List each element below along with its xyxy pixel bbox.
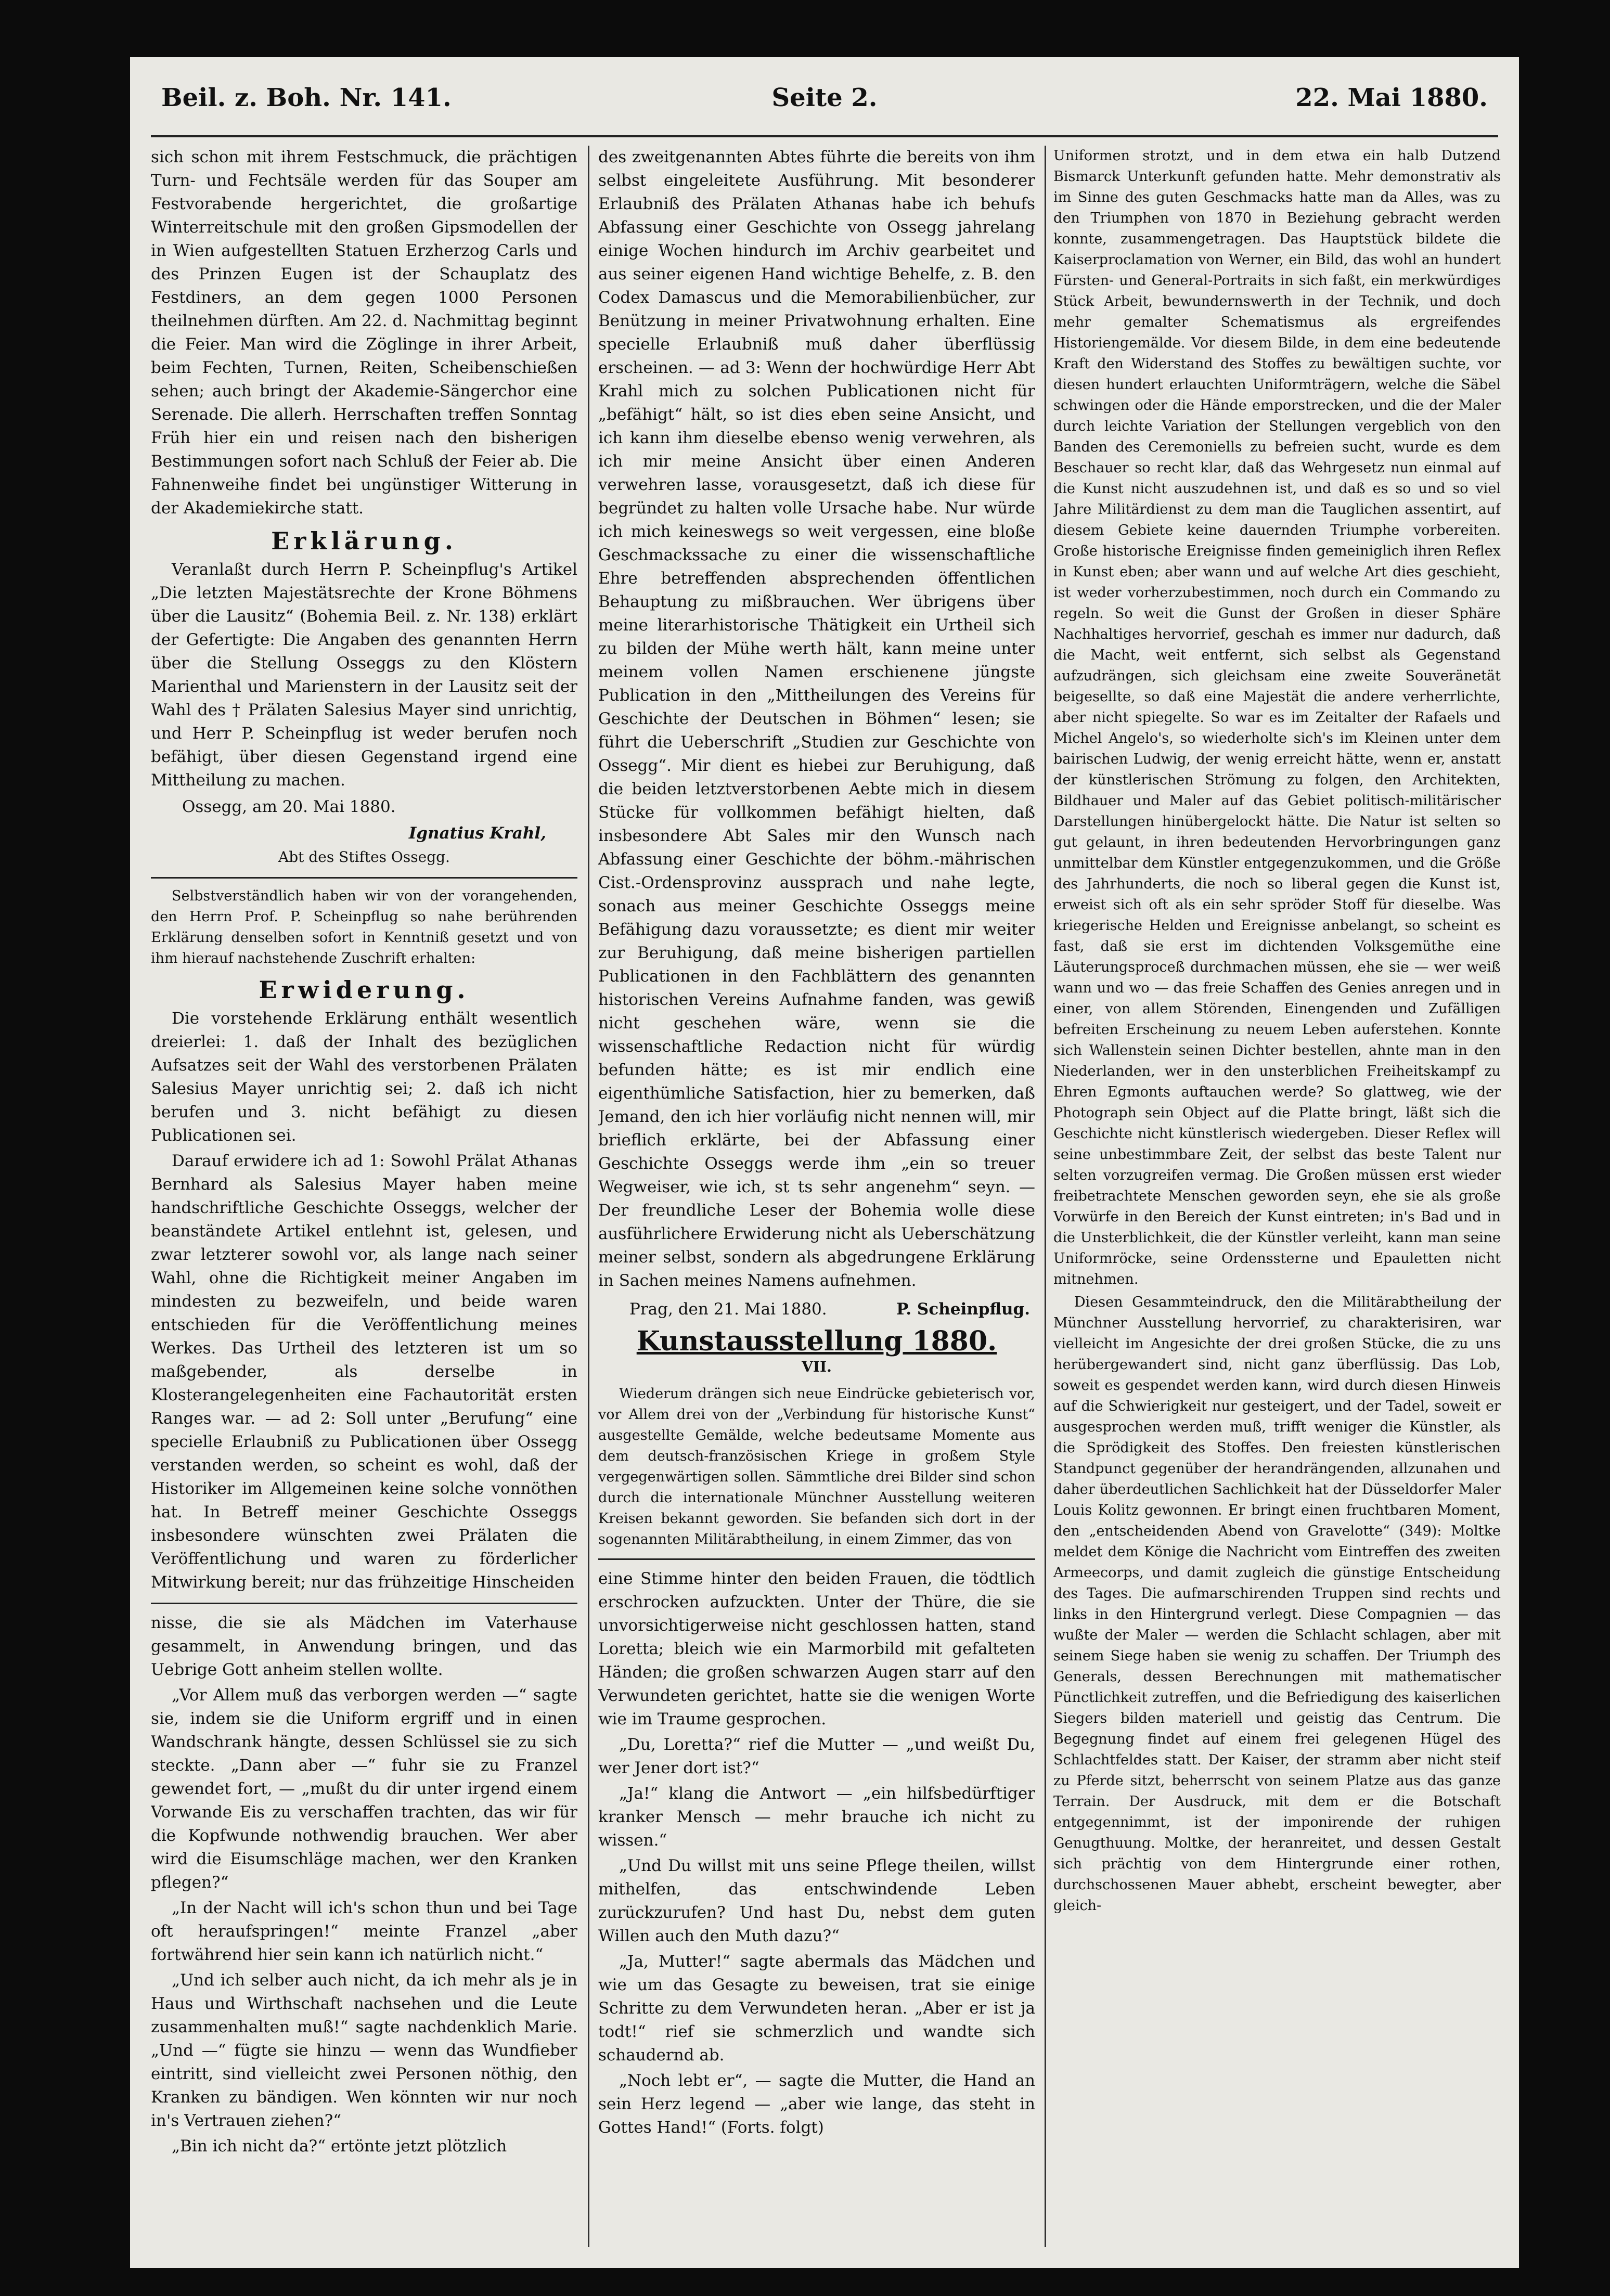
feuilleton-text: „Ja, Mutter!“ sagte abermals das Mädchen und wie um das Gesagte zu beweisen, trat sie einige Schritte zu dem Verwundeten heran. „Aber er ist ja todt!“ rief sie schmerzlich und wandte sich schaudernd ab. bbox=[598, 1952, 1035, 2065]
feuilleton-text: „In der Nacht will ich's schon thun und bei Tage oft heraufspringen!“ meinte Franzel „aber fortwährend hier sein kann ich natürlich nicht.“ bbox=[151, 1899, 577, 1964]
article-text: Veranlaßt durch Herrn P. Scheinpflug's Artikel „Die letzten Majestätsrechte der Krone Böhmens über die Lausitz“ (Bohemia Beil. z. Nr. 138) erklärt der Gefertigte: Die Angaben des genannten Herrn über die Stellung Osseggs zu den Klöstern Marienthal und Marienstern in der Lausitz seit der Wahl des † Prälaten Salesius Mayer sind unrichtig, und Herr P. Scheinpflug ist weder berufen noch befähigt, über diesen Gegenstand irgend eine Mittheilung zu machen. bbox=[151, 560, 577, 790]
feuilleton-text: „Vor Allem muß das verborgen werden —“ sagte sie, indem sie die Uniform ergriff und in einen Wandschrank hängte, dessen Schlüssel sie zu sich steckte. „Dann aber —“ fuhr sie zu Franzel gewendet fort, — „mußt du dir unter irgend einem Vorwande Eis zu verschaffen trachten, das wir für die Kopfwunde nothwendig brauchen. Wer aber wird die Eisumschläge machen, wer den Kranken pflegen?“ bbox=[151, 1686, 577, 1892]
signature-name: Ignatius Krahl, bbox=[408, 824, 546, 843]
section-rule bbox=[151, 877, 577, 879]
column-middle bbox=[598, 146, 1035, 2258]
section-rule bbox=[151, 1603, 577, 1604]
heading-erwiderung: Erwiderung. bbox=[259, 976, 470, 1004]
article-text: Wiederum drängen sich neue Eindrücke gebieterisch vor, vor Allem drei von der „Verbindung für historische Kunst“ ausgestellte Gemälde, welche bedeutsame Momente aus dem deutsch-französischen Kriege in großem Style vergegenwärtigen sollen. Sämmtliche drei Bilder sind schon durch die internationale Münchner Ausstellung weiteren Kreisen bekannt geworden. Sie befanden sich dort in der sogenannten Militärabtheilung, in einem Zimmer, das von bbox=[598, 1386, 1035, 1547]
feuilleton-text: eine Stimme hinter den beiden Frauen, die tödtlich erschrocken aufzuckten. Unter der Thüre, die sie unvorsichtigerweise nicht geschlossen hatten, stand Loretta; bleich wie ein Marmorbild mit gefalteten Händen; die großen schwarzen Augen starr auf den Verwundeten gerichtet, hatte sie die wenigen Worte wie im Traume gesprochen. bbox=[598, 1569, 1035, 1729]
section-rule bbox=[598, 1558, 1035, 1560]
header-date: 22. Mai 1880. bbox=[1295, 83, 1488, 112]
editorial-note: Selbstverständlich haben wir von der vorangehenden, den Herrn Prof. P. Scheinpflug so nahe berührenden Erklärung denselben sofort in Kenntniß gesetzt und von ihm hierauf nachstehende Zuschrift erhalten: bbox=[151, 888, 577, 966]
signature-name: P. Scheinpflug. bbox=[896, 1300, 1030, 1319]
column-right bbox=[1053, 146, 1501, 2258]
feuilleton-text: „Noch lebt er“, — sagte die Mutter, die Hand an sein Herz legend — „aber wie lange, das steht in Gottes Hand!“ (Forts. folgt) bbox=[598, 2071, 1035, 2137]
header-rule bbox=[151, 135, 1498, 137]
signature-title: Abt des Stiftes Ossegg. bbox=[278, 848, 450, 866]
column-divider bbox=[588, 146, 589, 2247]
column-left bbox=[151, 146, 577, 2258]
newspaper-page bbox=[130, 57, 1519, 2268]
dateline: Ossegg, am 20. Mai 1880. bbox=[182, 797, 396, 816]
feuilleton-text: „Und Du willst mit uns seine Pflege theilen, willst mithelfen, das entschwindende Leben zurückzurufen? Und hast Du, nebst dem guten Willen auch den Muth dazu?“ bbox=[598, 1856, 1035, 1945]
heading-erklaerung: Erklärung. bbox=[271, 527, 457, 555]
article-text: Diesen Gesammteindruck, den die Militärabtheilung der Münchner Ausstellung hervorrief, zu charakterisiren, war vielleicht im Angesichte der drei großen Stücke, die zu uns herübergewandert sind, nicht ganz überflüssig. Das Lob, soweit es gespendet werden kann, wird durch diesen Hinweis auf die Schwierigkeit nur gesteigert, und der Tadel, soweit er ausgesprochen werden muß, trifft weniger die Künstler, als die Sprödigkeit des Stoffes. Den freiesten künstlerischen Standpunct gegenüber der herandrängenden, allzunahen und daher überdeutlichen Sachlichkeit hat der Düsseldorfer Maler Louis Kolitz gewonnen. Er bringt einen fruchtbaren Moment, den „entscheidenden Abend von Gravelotte“ (349): Moltke meldet dem Könige die Nachricht vom Eintreffen des zweiten Armeecorps, und damit zugleich die günstige Entscheidung des Tages. Die aufmarschirenden Truppen sind rechts und links in den Hintergrund verlegt. Diese Compagnien — das wußte der Maler — werden die Schlacht schlagen, aber mit seinem Siege haben sie wenig zu schaffen. Der Triumph des Generals, dessen Berechnungen mit mathematischer Pünctlichkeit zutreffen, und die Befriedigung des kaiserlichen Siegers bilden materiell und geistig das Centrum. Die Begegnung findet auf einem frei gelegenen Hügel des Schlachtfeldes statt. Der Kaiser, der stramm aber nicht steif zu Pferde sitzt, beherrscht von seinem Platze aus das ganze Terrain. Der Ausdruck, mit dem er die Botschaft entgegennimmt, ist der imponirende der ruhigen Genugthuung. Moltke, der heranreitet, und dessen Gestalt sich prächtig von dem Hintergrunde einer rothen, durchschossenen Mauer abhebt, erscheint bewegter, aber gleich- bbox=[1053, 1294, 1501, 1914]
column-divider bbox=[1045, 146, 1046, 2247]
header-page-number: Seite 2. bbox=[771, 83, 878, 112]
feuilleton-text: „Ja!“ klang die Antwort — „ein hilfsbedürftiger kranker Mensch — mehr brauche ich nicht zu wissen.“ bbox=[598, 1784, 1035, 1850]
feuilleton-text: nisse, die sie als Mädchen im Vaterhause gesammelt, in Anwendung bringen, und das Uebrige Gott anheim stellen wollte. bbox=[151, 1614, 577, 1679]
feuilleton-text: „Du, Loretta?“ rief die Mutter — „und weißt Du, wer Jener dort ist?“ bbox=[598, 1735, 1035, 1777]
section-number: VII. bbox=[802, 1358, 832, 1375]
article-text: des zweitgenannten Abtes führte die bereits von ihm selbst eingeleitete Ausführung. Mit besonderer Erlaubniß des Prälaten Athanas habe ich behufs Abfassung einer Geschichte von Ossegg jahrelang einige Wochen hindurch im Archiv gearbeitet und aus seiner eigenen Hand wichtige Behelfe, z. B. den Codex Damascus und die Memorabilienbücher, zur Benützung in meiner Privatwohnung erhalten. Eine specielle Erlaubniß muß daher überflüssig erscheinen. — ad 3: Wenn der hochwürdige Herr Abt Krahl mich zu solchen Publicationen nicht für „befähigt“ hält, so ist dies eben seine Ansicht, und ich kann ihm dieselbe ebenso wenig verwehren, als ich mir meine Ansicht über einen Anderen verwehren lasse, vorausgesetzt, daß ich diese für begründet zu halten volle Ursache habe. Nur würde ich mich keineswegs so weit vergessen, eine bloße Geschmackssache zu einer die wissenschaftliche Ehre betreffenden absprechenden öffentlichen Behauptung zu mißbrauchen. Wer übrigens über meine literarhistorische Thätigkeit ein Urtheil sich zu bilden der Mühe werth hält, kann meine unter meinem vollen Namen erschienene jüngste Publication in den „Mittheilungen des Vereins für Geschichte der Deutschen in Böhmen“ lesen; sie führt die Ueberschrift „Studien zur Geschichte von Ossegg“. Mir dient es hiebei zur Beruhigung, daß die beiden letztverstorbenen Aebte mich in diesem Stücke für vollkommen befähigt hielten, daß insbesondere Abt Sales mir den Wunsch nach Abfassung einer Geschichte der böhm.-mährischen Cist.-Ordensprovinz aussprach und nahe legte, sonach aus meiner Geschichte Osseggs meine Befähigung dazu voraussetzte; es dient mir weiter zur Beruhigung, daß meine bisherigen partiellen Publicationen in den Fachblättern des genannten historischen Vereins Aufnahme fanden, was gewiß nicht geschehen wäre, wenn sie die wissenschaftliche Redaction nicht für würdig befunden hätte; es ist mir endlich eine eigenthümliche Satisfaction, hier zu bemerken, daß Jemand, den ich hier vorläufig nicht nennen will, mir brieflich erklärte, bei der Abfassung einer Geschichte Osseggs werde ihm „ein so treuer Wegweiser, wie ich, st ts sehr angenehm“ seyn. — Der freundliche Leser der Bohemia wolle diese ausführlichere Erwiderung nicht als Ueberschätzung meiner selbst, sondern als abgedrungene Erklärung in Sachen meines Namens aufnehmen. bbox=[598, 148, 1035, 1290]
signature-line bbox=[598, 1298, 1035, 1321]
article-text: sich schon mit ihrem Festschmuck, die prächtigen Turn- und Fechtsäle werden für das Souper am Festvorabende hergerichtet, die großartige Winterreitschule mit den großen Gipsmodellen der in Wien aufgestellten Statuen Erzherzog Carls und des Prinzen Eugen ist der Schauplatz des Festdiners, an dem gegen 1000 Personen theilnehmen dürften. Am 22. d. Nachmittag beginnt die Feier. Man wird die Zöglinge in ihrer Arbeit, beim Fechten, Turnen, Reiten, Scheibenschießen sehen; auch bringt der Akademie-Sängerchor eine Serenade. Die allerh. Herrschaften treffen Sonntag Früh hier ein und reisen nach den bisherigen Bestimmungen sofort nach Schluß der Feier ab. Die Fahnenweihe findet bei ungünstiger Witterung in der Akademiekirche statt. bbox=[151, 148, 577, 518]
article-text: Uniformen strotzt, und in dem etwa ein halb Dutzend Bismarck Unterkunft gefunden hatte. Mehr demonstrativ als im Sinne des guten Geschmacks hatte man da Alles, was zu den Triumphen von 1870 in Beziehung gebracht werden konnte, zusammengetragen. Das Hauptstück bildete die Kaiserproclamation von Werner, ein Bild, das wohl an hundert Fürsten- und General-Portraits in sich faßt, ein merkwürdiges Stück Arbeit, bewundernswerth in der Technik, und doch mehr gemalter Schematismus als ergreifendes Historiengemälde. Vor diesem Bilde, in dem eine bedeutende Kraft den Widerstand des Stoffes zu bewältigen suchte, vor diesen hundert erlauchten Uniformträgern, welche die Säbel schwingen oder die Hände emporstrecken, und die der Maler durch leichte Variation der Stellungen vergeblich von den Banden des Ceremoniells zu befreien sucht, wurde es dem Beschauer so recht klar, daß das Wehrgesetz nun einmal auf die Kunst nicht auszudehnen ist, und daß es so und so viel Jahre Militärdienst zu dem man die Tauglichen assentirt, auf diesem Gebiete keine dauernden Triumphe vorbereiten. Große historische Ereignisse finden gemeiniglich ihren Reflex in Kunst eben; aber wann und auf welche Art dies geschieht, ist weder vorherzubestimmen, noch durch ein Commando zu regeln. So weit die Gunst der Großen in dieser Sphäre Nachhaltiges hervorrief, geschah es immer nur dadurch, daß die Macht, weit entfernt, sich selbst als Gegenstand aufzudrängen, sich gleichsam eine zweite Souveränetät beigesellte, so daß eine Majestät die andere verherrlichte, aber nicht spiegelte. So war es im Zeitalter der Rafaels und Michel Angelo's, so wiederholte sich's im Kleinen unter dem bairischen Ludwig, der wenig erreicht hätte, wenn er, anstatt der künstlerischen Strömung zu folgen, den Architekten, Bildhauer und Maler auf das Gebiet politisch-militärischer Darstellungen hinübergelockt hätte. Die Natur ist selten so gut gelaunt, in ihren bedeutenden Hervorbringungen ganz unmittelbar dem Künstler entgegenzukommen, und die Größe des Jahrhunderts, die noch so liberal gegen die Kunst ist, erweist sich oft als ein sehr spröder Stoff für dieselbe. Was kriegerische Helden und Ereignisse anbelangt, so scheint es fast, daß sie erst im dichtenden Volksgemüthe eine Läuterungsproceß durchmachen müssen, ehe sie — wer weiß wann und wo — das freie Schaffen des Genies anregen und in einer, von allem Störenden, Einengenden und Zufälligen befreiten Erscheinung zu neuem Leben auferstehen. Konnte sich Wallenstein seinen Dichter bestellen, ahnte man in den Niederlanden, wer in den unsterblichen Freiheitskampf zu Ehren Egmonts auftauchen werde? So glattweg, wie der Photograph sein Object auf die Platte bringt, läßt sich die Geschichte nicht künstlerisch wiedergeben. Dieser Reflex will seine unbestimmbare Zeit, der selbst das beste Talent nur selten vorzugreifen vermag. Die Großen müssen erst wieder freibetrachtete Menschen geworden seyn, ehe sie als große Vorwürfe in den Bereich der Kunst eintreten; in's Bad und in die Unsterblichkeit, die der Künstler verleiht, kann man seine Uniformröcke, seine Ordenssterne und Epauletten nicht mitnehmen. bbox=[1053, 148, 1501, 1287]
article-text: Darauf erwidere ich ad 1: Sowohl Prälat Athanas Bernhard als Salesius Mayer haben meine handschriftliche Geschichte Osseggs, welcher der beanständete Artikel entlehnt ist, gelesen, und zwar letzterer sowohl vor, als lange nach seiner Wahl, ohne die Richtigkeit meiner Angaben im mindesten zu bezweifeln, und beide waren entschieden für die Veröffentlichung meines Werkes. Das Urtheil des letzteren ist um so maßgebender, als derselbe in Klosterangelegenheiten eine Fachautorität ersten Ranges war. — ad 2: Soll unter „Berufung“ eine specielle Erlaubniß zu Publicationen über Ossegg verstanden werden, so scheint es wohl, daß der Historiker im Allgemeinen keine solche vonnöthen hat. In Betreff meiner Geschichte Osseggs insbesondere wünschten zwei Prälaten die Veröffentlichung und waren zu förderlicher Mitwirkung bereit; nur das frühzeitige Hinscheiden bbox=[151, 1152, 577, 1592]
article-text: Die vorstehende Erklärung enthält wesentlich dreierlei: 1. daß der Inhalt des bezüglichen Aufsatzes seit der Wahl des verstorbenen Prälaten Salesius Mayer unrichtig sei; 2. daß ich nicht berufen und 3. nicht befähigt zu diesen Publicationen sei. bbox=[151, 1009, 577, 1145]
heading-kunstausstellung: Kunstausstellung 1880. bbox=[636, 1325, 997, 1357]
feuilleton-text: „Bin ich nicht da?“ ertönte jetzt plötzlich bbox=[172, 2137, 507, 2156]
dateline: Prag, den 21. Mai 1880. bbox=[629, 1300, 827, 1319]
page-header bbox=[161, 83, 1488, 140]
feuilleton-text: „Und ich selber auch nicht, da ich mehr als je in Haus und Wirthschaft nachsehen und die Leute zusammenhalten muß!“ sagte nachdenklich Marie. „Und —“ fügte sie hinzu — wenn das Wundfieber eintritt, sind vielleicht zwei Personen nöthig, den Kranken zu bändigen. Wen könnten wir nur noch in's Vertrauen ziehen?“ bbox=[151, 1971, 577, 2130]
header-issue: Beil. z. Boh. Nr. 141. bbox=[161, 83, 452, 112]
